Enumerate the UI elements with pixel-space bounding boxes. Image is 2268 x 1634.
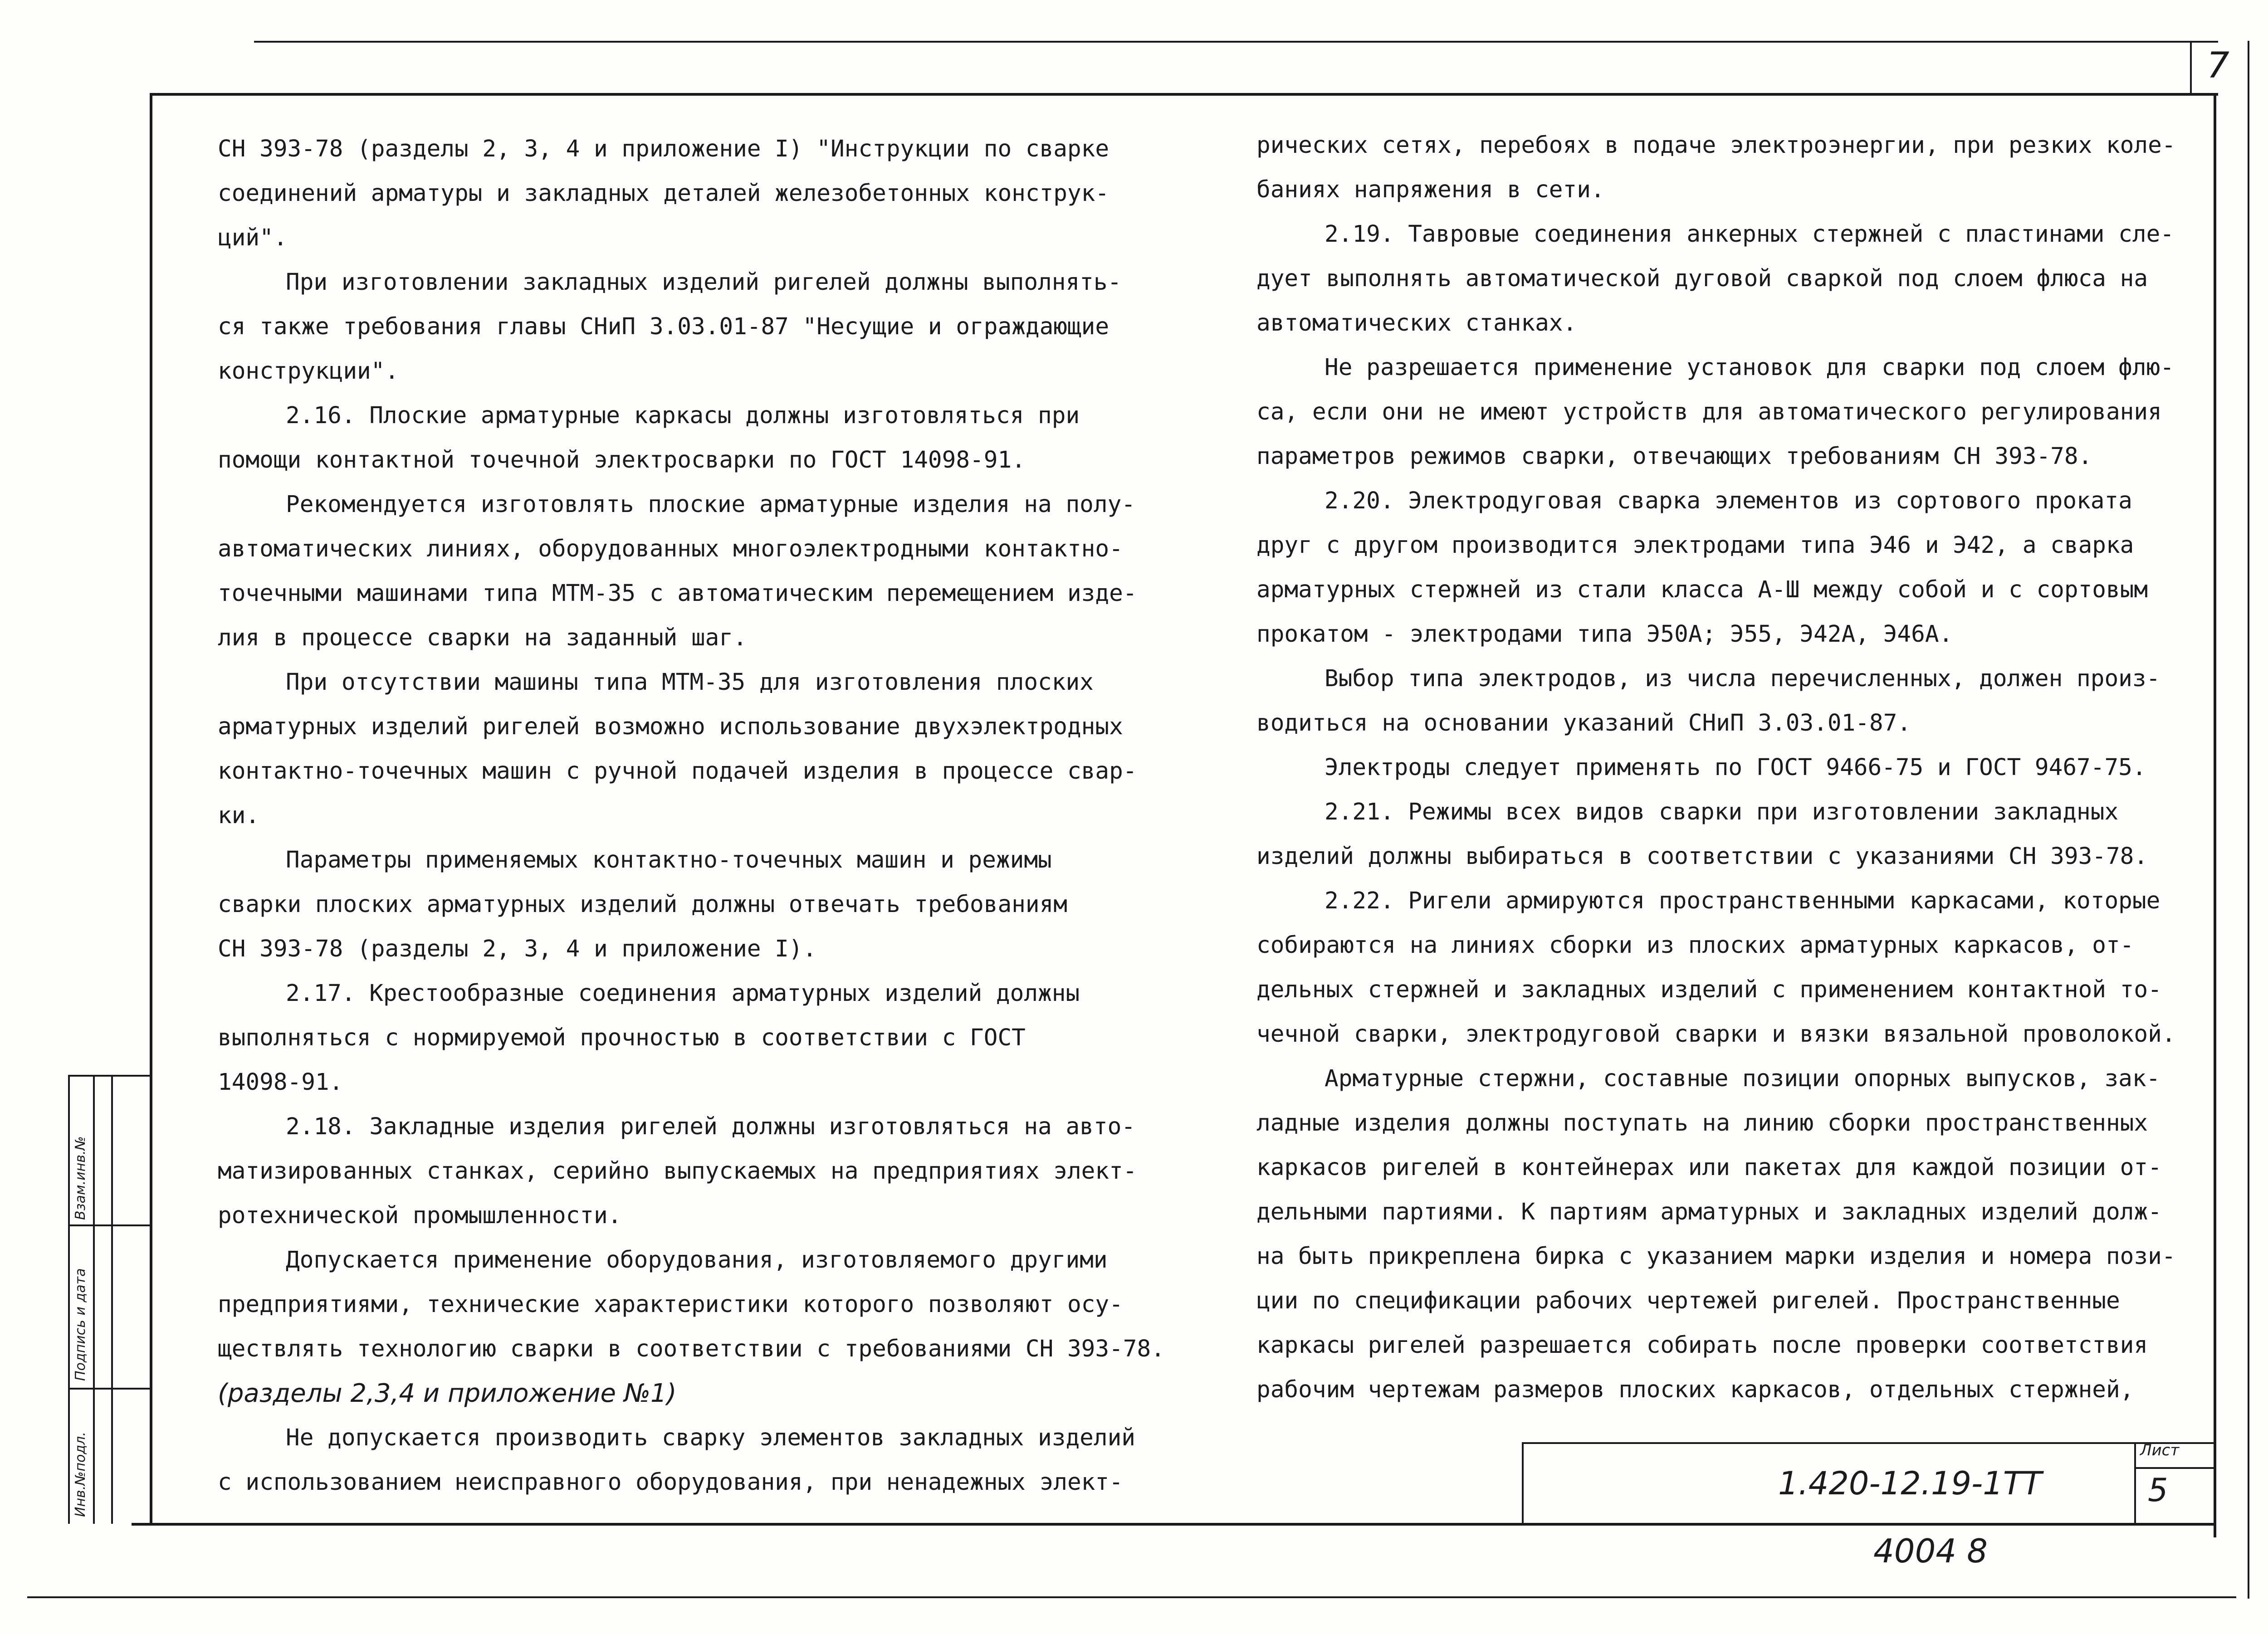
text-line: ществлять технологию сварки в соответствии с требованиями СН 393-78.	[218, 1336, 1165, 1362]
text-line: ций".	[218, 224, 288, 251]
text-line: друг с другом производится электродами типа Э46 и Э42, а сварка	[1256, 532, 2134, 559]
frame-top-border	[150, 93, 2218, 96]
text-line: Допускается применение оборудования, изготовляемого другими	[286, 1247, 1108, 1273]
text-line: прокатом - электродами типа Э50А; Э55, Э42А, Э46А.	[1256, 621, 1953, 648]
text-line: дельными партиями. К партиям арматурных и закладных изделий долж-	[1256, 1199, 2162, 1225]
text-line: Параметры применяемых контактно-точечных машин и режимы	[286, 847, 1052, 873]
stamp-signature-date: Подпись и дата	[73, 1268, 88, 1381]
text-line: дует выполнять автоматической дуговой сваркой под слоем флюса на	[1256, 265, 2148, 292]
text-line: каркасы ригелей разрешается собирать после проверки соответствия	[1256, 1332, 2148, 1359]
text-line: ки.	[218, 802, 260, 829]
text-line: автоматических станках.	[1256, 310, 1577, 337]
text-line: контактно-точечных машин с ручной подачей изделия в процессе свар-	[218, 758, 1137, 785]
title-block-sheet-hline	[2134, 1467, 2216, 1469]
text-line: арматурных стержней из стали класса А-Ш между собой и с сортовым	[1256, 576, 2148, 603]
text-line: водиться на основании указаний СНиП 3.03.01-87.	[1256, 710, 1911, 737]
text-line: рабочим чертежам размеров плоских каркасов, отдельных стержней,	[1256, 1376, 2134, 1403]
text-line: ротехнической промышленности.	[218, 1202, 622, 1229]
text-line: 2.22. Ригели армируются пространственными каркасами, которые	[1325, 888, 2160, 914]
text-line: параметров режимов сварки, отвечающих требованиям СН 393-78.	[1256, 443, 2092, 470]
side-stamp-vline-3	[111, 1075, 113, 1524]
text-line: баниях напряжения в сети.	[1256, 176, 1605, 203]
text-line: При отсутствии машины типа МТМ-35 для изготовления плоских	[286, 669, 1094, 696]
document-code: 1.420-12.19-1ТТ	[1778, 1465, 2042, 1502]
text-line: 2.17. Крестообразные соединения арматурных изделий должны	[286, 980, 1080, 1007]
text-line: изделий должны выбираться в соответствии с указаниями СН 393-78.	[1256, 843, 2148, 870]
outer-top-line	[254, 41, 2218, 43]
frame-left-border	[150, 93, 152, 1524]
text-line: предприятиями, технические характеристики которого позволяют осу-	[218, 1291, 1123, 1318]
stamp-inv-original: Инв.№подл.	[73, 1432, 88, 1517]
left-text-column	[218, 127, 1165, 1505]
sheet-number-top: 7	[2207, 45, 2229, 86]
text-line: матизированных станках, серийно выпускаемых на предприятиях элект-	[218, 1158, 1137, 1185]
text-line: соединений арматуры и закладных деталей железобетонных конструк-	[218, 180, 1110, 207]
text-line: помощи контактной точечной электросварки по ГОСТ 14098-91.	[218, 447, 1026, 473]
outer-bottom-line	[27, 1596, 2236, 1598]
side-stamp-hline-1	[68, 1075, 150, 1077]
title-block-sheet-divider	[2134, 1442, 2136, 1524]
text-line: (разделы 2,3,4 и приложение №1)	[218, 1379, 677, 1408]
text-line: Не разрешается применение установок для сварки под слоем флю-	[1325, 354, 2174, 381]
text-line: 14098-91.	[218, 1069, 343, 1096]
sheet-label: Лист	[2140, 1441, 2180, 1459]
sheet-number-box-left	[2190, 41, 2192, 93]
text-line: с использованием неисправного оборудования, при ненадежных элект-	[218, 1469, 1123, 1496]
text-line: конструкции".	[218, 358, 399, 385]
side-stamp-hline-2	[68, 1224, 150, 1226]
stamp-replaced-inv: Взам.инв.№	[73, 1136, 88, 1220]
frame-bottom-border	[132, 1523, 2216, 1526]
text-line: сварки плоских арматурных изделий должны отвечать требованиям	[218, 891, 1067, 918]
text-line: 2.19. Тавровые соединения анкерных стержней с пластинами сле-	[1325, 221, 2174, 248]
text-line: Арматурные стержни, составные позиции опорных выпусков, зак-	[1325, 1065, 2160, 1092]
text-line: са, если они не имеют устройств для автоматического регулирования	[1256, 399, 2162, 425]
text-line: ции по спецификации рабочих чертежей ригелей. Пространственные	[1256, 1288, 2120, 1314]
text-line: СН 393-78 (разделы 2, 3, 4 и приложение I) "Инструкции по сварке	[218, 136, 1110, 162]
text-line: 2.21. Режимы всех видов сварки при изготовлении закладных	[1325, 799, 2119, 825]
inventory-number: 4004 8	[1873, 1532, 1988, 1570]
side-stamp-hline-3	[68, 1388, 150, 1390]
text-line: автоматических линиях, оборудованных многоэлектродными контактно-	[218, 536, 1123, 562]
text-line: арматурных изделий ригелей возможно использование двухэлектродных	[218, 713, 1123, 740]
text-line: Рекомендуется изготовлять плоские арматурные изделия на полу-	[286, 491, 1135, 518]
text-line: 2.18. Закладные изделия ригелей должны изготовляться на авто-	[286, 1113, 1135, 1140]
text-line: дельных стержней и закладных изделий с применением контактной то-	[1256, 976, 2162, 1003]
text-line: лия в процессе сварки на заданный шаг.	[218, 624, 747, 651]
text-line: ладные изделия должны поступать на линию сборки пространственных	[1256, 1110, 2148, 1136]
text-line: ся также требования главы СНиП 3.03.01-87 "Несущие и ограждающие	[218, 313, 1110, 340]
frame-right-border	[2214, 93, 2216, 1537]
right-text-column	[1256, 123, 2176, 1412]
text-line: точечными машинами типа МТМ-35 с автоматическим перемещением изде-	[218, 580, 1137, 607]
text-line: Не допускается производить сварку элементов закладных изделий	[286, 1424, 1135, 1451]
text-line: При изготовлении закладных изделий ригелей должны выполнять-	[286, 269, 1122, 296]
side-stamp-vline-2	[93, 1075, 95, 1524]
sheet-value: 5	[2148, 1472, 2168, 1509]
text-line: рических сетях, перебоях в подаче электроэнергии, при резких коле-	[1256, 132, 2176, 159]
text-line: на быть прикреплена бирка с указанием марки изделия и номера пози-	[1256, 1243, 2176, 1270]
text-line: Электроды следует применять по ГОСТ 9466-75 и ГОСТ 9467-75.	[1325, 754, 2146, 781]
outer-right-line	[2248, 41, 2249, 1599]
title-block-left	[1522, 1442, 1524, 1524]
text-line: 2.20. Электродуговая сварка элементов из сортового проката	[1325, 488, 2132, 514]
text-line: Выбор типа электродов, из числа перечисленных, должен произ-	[1325, 665, 2160, 692]
text-line: собираются на линиях сборки из плоских арматурных каркасов, от-	[1256, 932, 2134, 959]
title-block-top	[1522, 1442, 2216, 1444]
text-line: 2.16. Плоские арматурные каркасы должны изготовляться при	[286, 402, 1080, 429]
text-line: чечной сварки, электродуговой сварки и вязки вязальной проволокой.	[1256, 1021, 2176, 1048]
text-line: выполняться с нормируемой прочностью в соответствии с ГОСТ	[218, 1024, 1026, 1051]
side-stamp-vline-1	[68, 1075, 70, 1524]
text-line: каркасов ригелей в контейнерах или пакетах для каждой позиции от-	[1256, 1154, 2162, 1181]
text-line: СН 393-78 (разделы 2, 3, 4 и приложение I).	[218, 936, 817, 962]
